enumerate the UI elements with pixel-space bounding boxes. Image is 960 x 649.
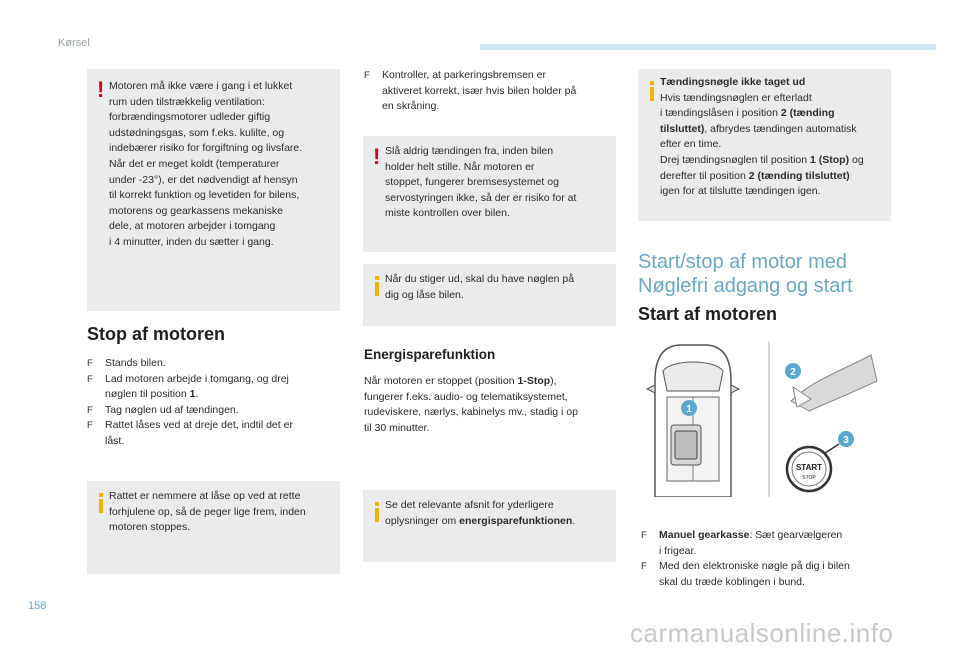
stop-steps-list bbox=[87, 356, 340, 450]
info-line: tilsluttet), afbrydes tændingen automatisk bbox=[660, 122, 857, 135]
stop-heading: Stop af motoren bbox=[87, 324, 225, 344]
info-line: Se det relevante afsnit for yderligere bbox=[385, 499, 554, 511]
parking-brake-bullet bbox=[364, 68, 616, 115]
info-i-icon bbox=[373, 274, 381, 296]
energy-text bbox=[364, 374, 616, 436]
text-line: fungerer f.eks. audio- og telematiksystemet, bbox=[364, 390, 568, 403]
info-i-icon bbox=[648, 79, 656, 101]
info-line: motoren stoppes. bbox=[109, 521, 191, 534]
info-box-energy bbox=[363, 490, 616, 562]
list-item: F Tag nøglen ud af tændingen. bbox=[87, 403, 340, 419]
warning-exclamation-icon: ! bbox=[373, 144, 381, 169]
warning-line: miste kontrollen over bilen. bbox=[385, 207, 510, 220]
info-text bbox=[660, 75, 883, 200]
info-title: Tændingsnøgle ikke taget ud bbox=[660, 76, 806, 88]
warning-line: Slå aldrig tændingen fra, inden bilen bbox=[385, 145, 554, 157]
list-item: F Lad motoren arbejde i tomgang, og drej nøglen til position 1. bbox=[87, 372, 340, 403]
warning-line: udstødningsgas, som f.eks. kulilte, og bbox=[109, 126, 285, 139]
warning-line: under -23°), er det nødvendigt af hensyn bbox=[109, 173, 298, 186]
info-line: igen for at tilslutte tændingen igen. bbox=[660, 185, 821, 198]
info-line: i tændingslåsen i position 2 (tænding bbox=[660, 107, 835, 120]
page-number: 158 bbox=[28, 600, 47, 612]
warning-line: i 4 minutter, inden du sætter i gang. bbox=[109, 235, 274, 248]
callout-2-label: 2 bbox=[790, 367, 796, 378]
info-line: oplysninger om energisparefunktionen. bbox=[385, 514, 576, 527]
stop-button-label: STOP bbox=[802, 475, 816, 481]
text-line: til 30 minutter. bbox=[364, 421, 430, 434]
list-item: F Rattet låses ved at dreje det, indtil det er låst. bbox=[87, 418, 340, 449]
title-line: Start/stop af motor med bbox=[638, 251, 847, 273]
info-box-key-left bbox=[638, 69, 891, 221]
warning-line: servostyringen ikke, så der er risiko for at bbox=[385, 191, 577, 204]
start-button-label: START bbox=[795, 463, 823, 472]
info-i-icon bbox=[373, 500, 381, 522]
info-text bbox=[385, 272, 608, 303]
info-line: derefter til position 2 (tænding tilsluttet) bbox=[660, 169, 850, 182]
section-title: Kørsel bbox=[58, 37, 90, 49]
list-item: F Kontroller, at parkeringsbremsen er aktiveret korrekt, især hvis bilen holder på en skråning. bbox=[364, 68, 616, 115]
warning-line: holder helt stille. Når motoren er bbox=[385, 160, 535, 173]
info-line: efter en time. bbox=[660, 138, 722, 151]
warning-text bbox=[109, 79, 332, 251]
info-line: Rattet er nemmere at låse op ved at rette bbox=[109, 490, 301, 502]
warning-line: Motoren må ikke være i gang i et lukket bbox=[109, 80, 293, 92]
warning-exclamation-icon: ! bbox=[97, 77, 105, 102]
info-text bbox=[385, 498, 608, 529]
warning-line: stoppet, fungerer bremsesystemet og bbox=[385, 176, 559, 189]
list-item: F Stands bilen. bbox=[87, 356, 340, 372]
info-line: forhjulene op, så de peger lige frem, inden bbox=[109, 505, 306, 518]
text-line: Når motoren er stoppet (position 1-Stop), bbox=[364, 375, 557, 387]
info-line: Når du stiger ud, skal du have nøglen på bbox=[385, 273, 575, 285]
text-line: rudeviskere, nærlys, kabinelys mv., stadig i op bbox=[364, 406, 578, 419]
callout-1-label: 1 bbox=[686, 404, 692, 415]
car-top-view-icon bbox=[641, 341, 890, 497]
warning-line: rum uden tilstrækkelig ventilation: bbox=[109, 95, 265, 108]
energy-heading: Energisparefunktion bbox=[364, 347, 496, 362]
start-heading: Start af motoren bbox=[638, 304, 778, 324]
info-box-key bbox=[363, 264, 616, 326]
info-i-icon bbox=[97, 491, 105, 513]
watermark: carmanualsonline.info bbox=[630, 618, 894, 648]
warning-box-ignition bbox=[363, 136, 616, 252]
info-line: Drej tændingsnøglen til position 1 (Stop) og bbox=[660, 153, 864, 166]
warning-line: Når det er meget koldt (temperaturer bbox=[109, 157, 280, 170]
info-line: dig og låse bilen. bbox=[385, 288, 464, 301]
warning-text bbox=[385, 144, 608, 222]
section-title-keyless bbox=[638, 250, 853, 298]
info-line: Hvis tændingsnøglen er efterladt bbox=[660, 91, 812, 104]
keyless-start-illustration bbox=[641, 341, 890, 497]
callout-3-label: 3 bbox=[843, 435, 849, 446]
list-item: F Med den elektroniske nøgle på dig i bilen skal du træde koblingen i bund. bbox=[641, 559, 891, 590]
warning-box-ventilation bbox=[87, 69, 340, 311]
list-item: F Manuel gearkasse: Sæt gearvælgeren i frigear. bbox=[641, 528, 891, 559]
header-bar bbox=[480, 44, 936, 50]
warning-line: motorens og gearkassens mekaniske bbox=[109, 204, 283, 217]
start-steps-list bbox=[641, 528, 891, 590]
info-box-steering bbox=[87, 481, 340, 574]
warning-line: til korrekt funktion og levetiden for bilens, bbox=[109, 189, 300, 202]
title-line: Nøglefri adgang og start bbox=[638, 275, 853, 297]
warning-line: forbrændingsmotorer udleder giftig bbox=[109, 111, 271, 124]
info-text bbox=[109, 489, 332, 536]
warning-line: indebærer risiko for forgiftning og livsfare. bbox=[109, 142, 303, 155]
warning-line: dele, at motoren arbejder i tomgang bbox=[109, 220, 276, 233]
